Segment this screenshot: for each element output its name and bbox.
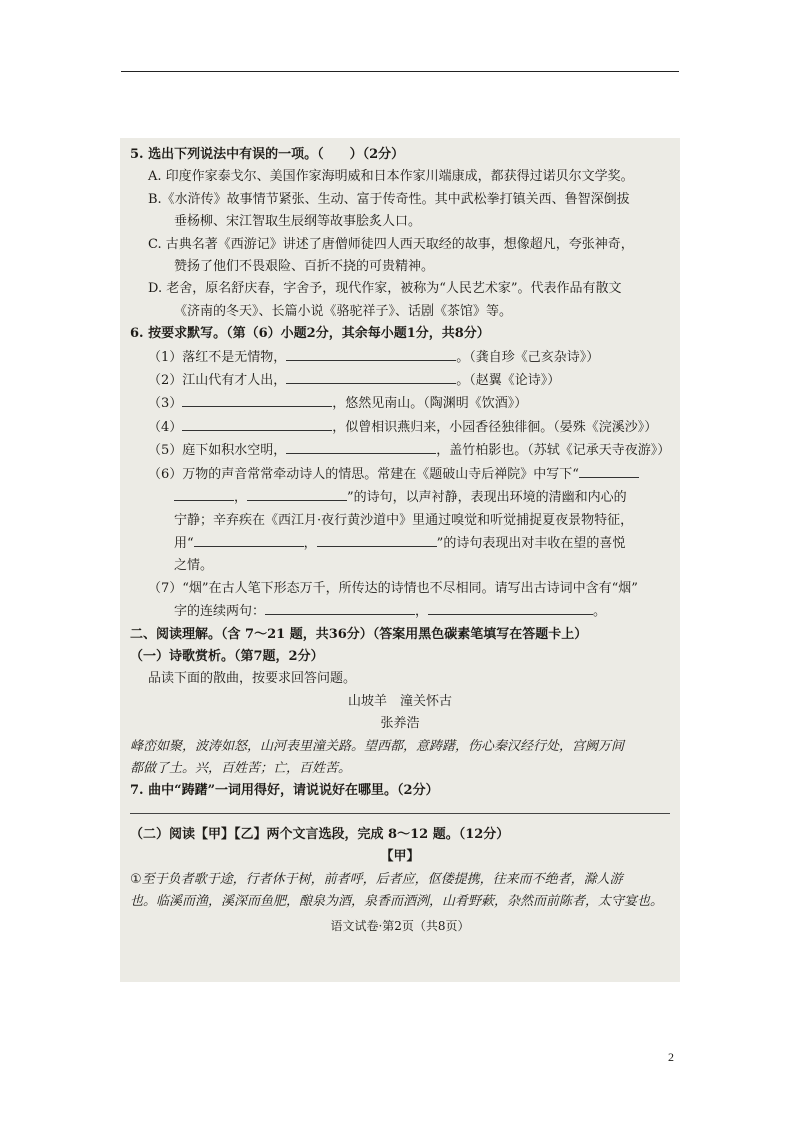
answer-blank bbox=[286, 369, 456, 384]
answer-blank bbox=[265, 600, 415, 615]
q6-item-5-source: ，盖竹柏影也。（苏轼《记承天寺夜游》） bbox=[436, 443, 670, 459]
answer-blank bbox=[182, 416, 332, 431]
q5-option-d-line2: 《济南的冬天》、长篇小说《骆驼祥子》、话剧《茶馆》等。 bbox=[174, 303, 513, 319]
q6-item-3-label: （3） bbox=[148, 396, 183, 412]
q6-item-6-text: （6）万物的声音常常牵动诗人的情思。常建在《题破山寺后禅院》中写下“ bbox=[148, 466, 579, 482]
prose-line-1: ①至于负者歌于途，行者休于树，前者呼，后者应，伛偻提携，往来而不绝者，滁人游 bbox=[130, 871, 623, 887]
q6-item-4-text: ，似曾相识燕归来，小园香径独徘徊。（晏殊《浣溪沙》） bbox=[332, 419, 658, 435]
passage-jia-label: 【甲】 bbox=[380, 849, 420, 865]
question-6-stem: 6. 按要求默写。（第（6）小题2分，其余每小题1分，共8分） bbox=[130, 326, 490, 342]
answer-blank bbox=[247, 486, 347, 501]
scanned-exam-page bbox=[120, 138, 680, 982]
q6-item-3 bbox=[130, 392, 670, 415]
q6-item-7-line1: （7）“烟”在古人笔下形态万千，所传达的诗情也不尽相同。请写出古诗词中含有“烟” bbox=[148, 580, 638, 596]
q6-item-6-text-4b: ”的诗句表现出对丰收在望的喜悦 bbox=[436, 535, 626, 551]
q6-item-2-source: 。（赵翼《论诗》） bbox=[456, 373, 561, 389]
question-7: 7. 曲中“踌躇”一词用得好，请说说好在哪里。（2分） bbox=[130, 783, 439, 799]
poem-author: 张养浩 bbox=[380, 716, 420, 732]
reading-instruction: 品读下面的散曲，按要求回答问题。 bbox=[148, 671, 357, 687]
q6-item-2 bbox=[130, 369, 670, 392]
q5-option-d-line1: D. 老舍，原名舒庆春，字舍予，现代作家，被称为“人民艺术家”。代表作品有散文 bbox=[148, 281, 622, 297]
q6-item-1 bbox=[130, 346, 670, 369]
q6-item-6-line3: 宁静；辛弃疾在《西江月·夜行黄沙道中》里通过嗅觉和听觉捕捉夏夜景物特征， bbox=[174, 512, 634, 528]
q6-item-3-text: ，悠然见南山。（陶渊明《饮酒》） bbox=[332, 396, 528, 412]
answer-blank bbox=[174, 486, 234, 501]
answer-blank bbox=[317, 532, 437, 547]
q6-item-6-line2: ， ”的诗句，以声衬静，表现出环境的清幽和内心的 bbox=[130, 486, 670, 509]
answer-blank bbox=[286, 346, 456, 361]
q5-option-a: A. 印度作家泰戈尔、美国作家海明威和日本作家川端康成，都获得过诺贝尔文学奖。 bbox=[148, 169, 634, 185]
q5-option-c-line1: C. 古典名著《西游记》讲述了唐僧师徒四人西天取经的故事，想像超凡，夸张神奇， bbox=[148, 236, 634, 252]
page-number: 2 bbox=[668, 1050, 674, 1064]
q6-item-4-label: （4） bbox=[148, 419, 183, 435]
question-5-stem: 5. 选出下列说法中有误的一项。（ ）（2分） bbox=[130, 147, 405, 162]
answer-blank bbox=[286, 439, 436, 454]
subsection-1-heading: （一）诗歌赏析。（第7题，2分） bbox=[130, 648, 324, 664]
q6-item-5 bbox=[130, 439, 670, 462]
section-2-heading: 二、阅读理解。（含 7～21 题，共36分）（答案用黑色碳素笔填写在答题卡上） bbox=[130, 626, 588, 642]
answer-blank bbox=[579, 463, 639, 478]
exam-footer: 语文试卷·第2页（共8页） bbox=[330, 919, 470, 934]
answer-line bbox=[130, 813, 670, 814]
q6-item-5-text: （5）庭下如积水空明， bbox=[148, 443, 287, 459]
poem-line-1: 峰峦如聚，波涛如怒，山河表里潼关路。望西都，意踌躇，伤心秦汉经行处，宫阙万间 bbox=[130, 738, 625, 754]
q6-item-2-text: （2）江山代有才人出， bbox=[148, 373, 287, 389]
answer-blank bbox=[428, 600, 593, 615]
q6-item-6-line5: 之情。 bbox=[174, 558, 214, 574]
poem-line-2: 都做了土。兴，百姓苦；亡，百姓苦。 bbox=[130, 760, 352, 776]
q6-item-6-text-2: ”的诗句，以声衬静，表现出环境的清幽和内心的 bbox=[347, 490, 627, 506]
q6-item-6-line4: 用“ ， ”的诗句表现出对丰收在望的喜悦 bbox=[130, 532, 670, 555]
q5-option-b-line2: 垂杨柳、宋江智取生辰纲等故事脍炙人口。 bbox=[174, 214, 422, 230]
q6-item-7-line2: 字的连续两句： ， 。 bbox=[130, 600, 670, 623]
q6-item-4 bbox=[130, 416, 670, 439]
q6-item-1-source: 。（龚自珍《己亥杂诗》） bbox=[456, 349, 600, 365]
answer-blank bbox=[194, 532, 304, 547]
q6-item-7-text-2: 字的连续两句： bbox=[174, 604, 266, 620]
q6-item-6-line1 bbox=[130, 463, 670, 486]
prose-line-2: 也。临溪而渔，溪深而鱼肥，酿泉为酒，泉香而酒洌，山肴野蔌，杂然而前陈者，太守宴也。 bbox=[130, 894, 664, 909]
subsection-2-heading: （二）阅读【甲】【乙】两个文言选段，完成 8～12 题。（12分） bbox=[130, 826, 510, 842]
answer-blank bbox=[182, 392, 332, 407]
header-rule bbox=[121, 71, 679, 72]
poem-title: 山坡羊 潼关怀古 bbox=[347, 693, 452, 709]
q6-item-1-text: （1）落红不是无情物， bbox=[148, 349, 287, 365]
q6-item-6-text-4a: 用“ bbox=[174, 535, 194, 551]
q5-option-b-line1: B.《水浒传》故事情节紧张、生动、富于传奇性。其中武松拳打镇关西、鲁智深倒拔 bbox=[148, 191, 630, 207]
q5-option-c-line2: 赞扬了他们不畏艰险、百折不挠的可贵精神。 bbox=[174, 259, 435, 275]
